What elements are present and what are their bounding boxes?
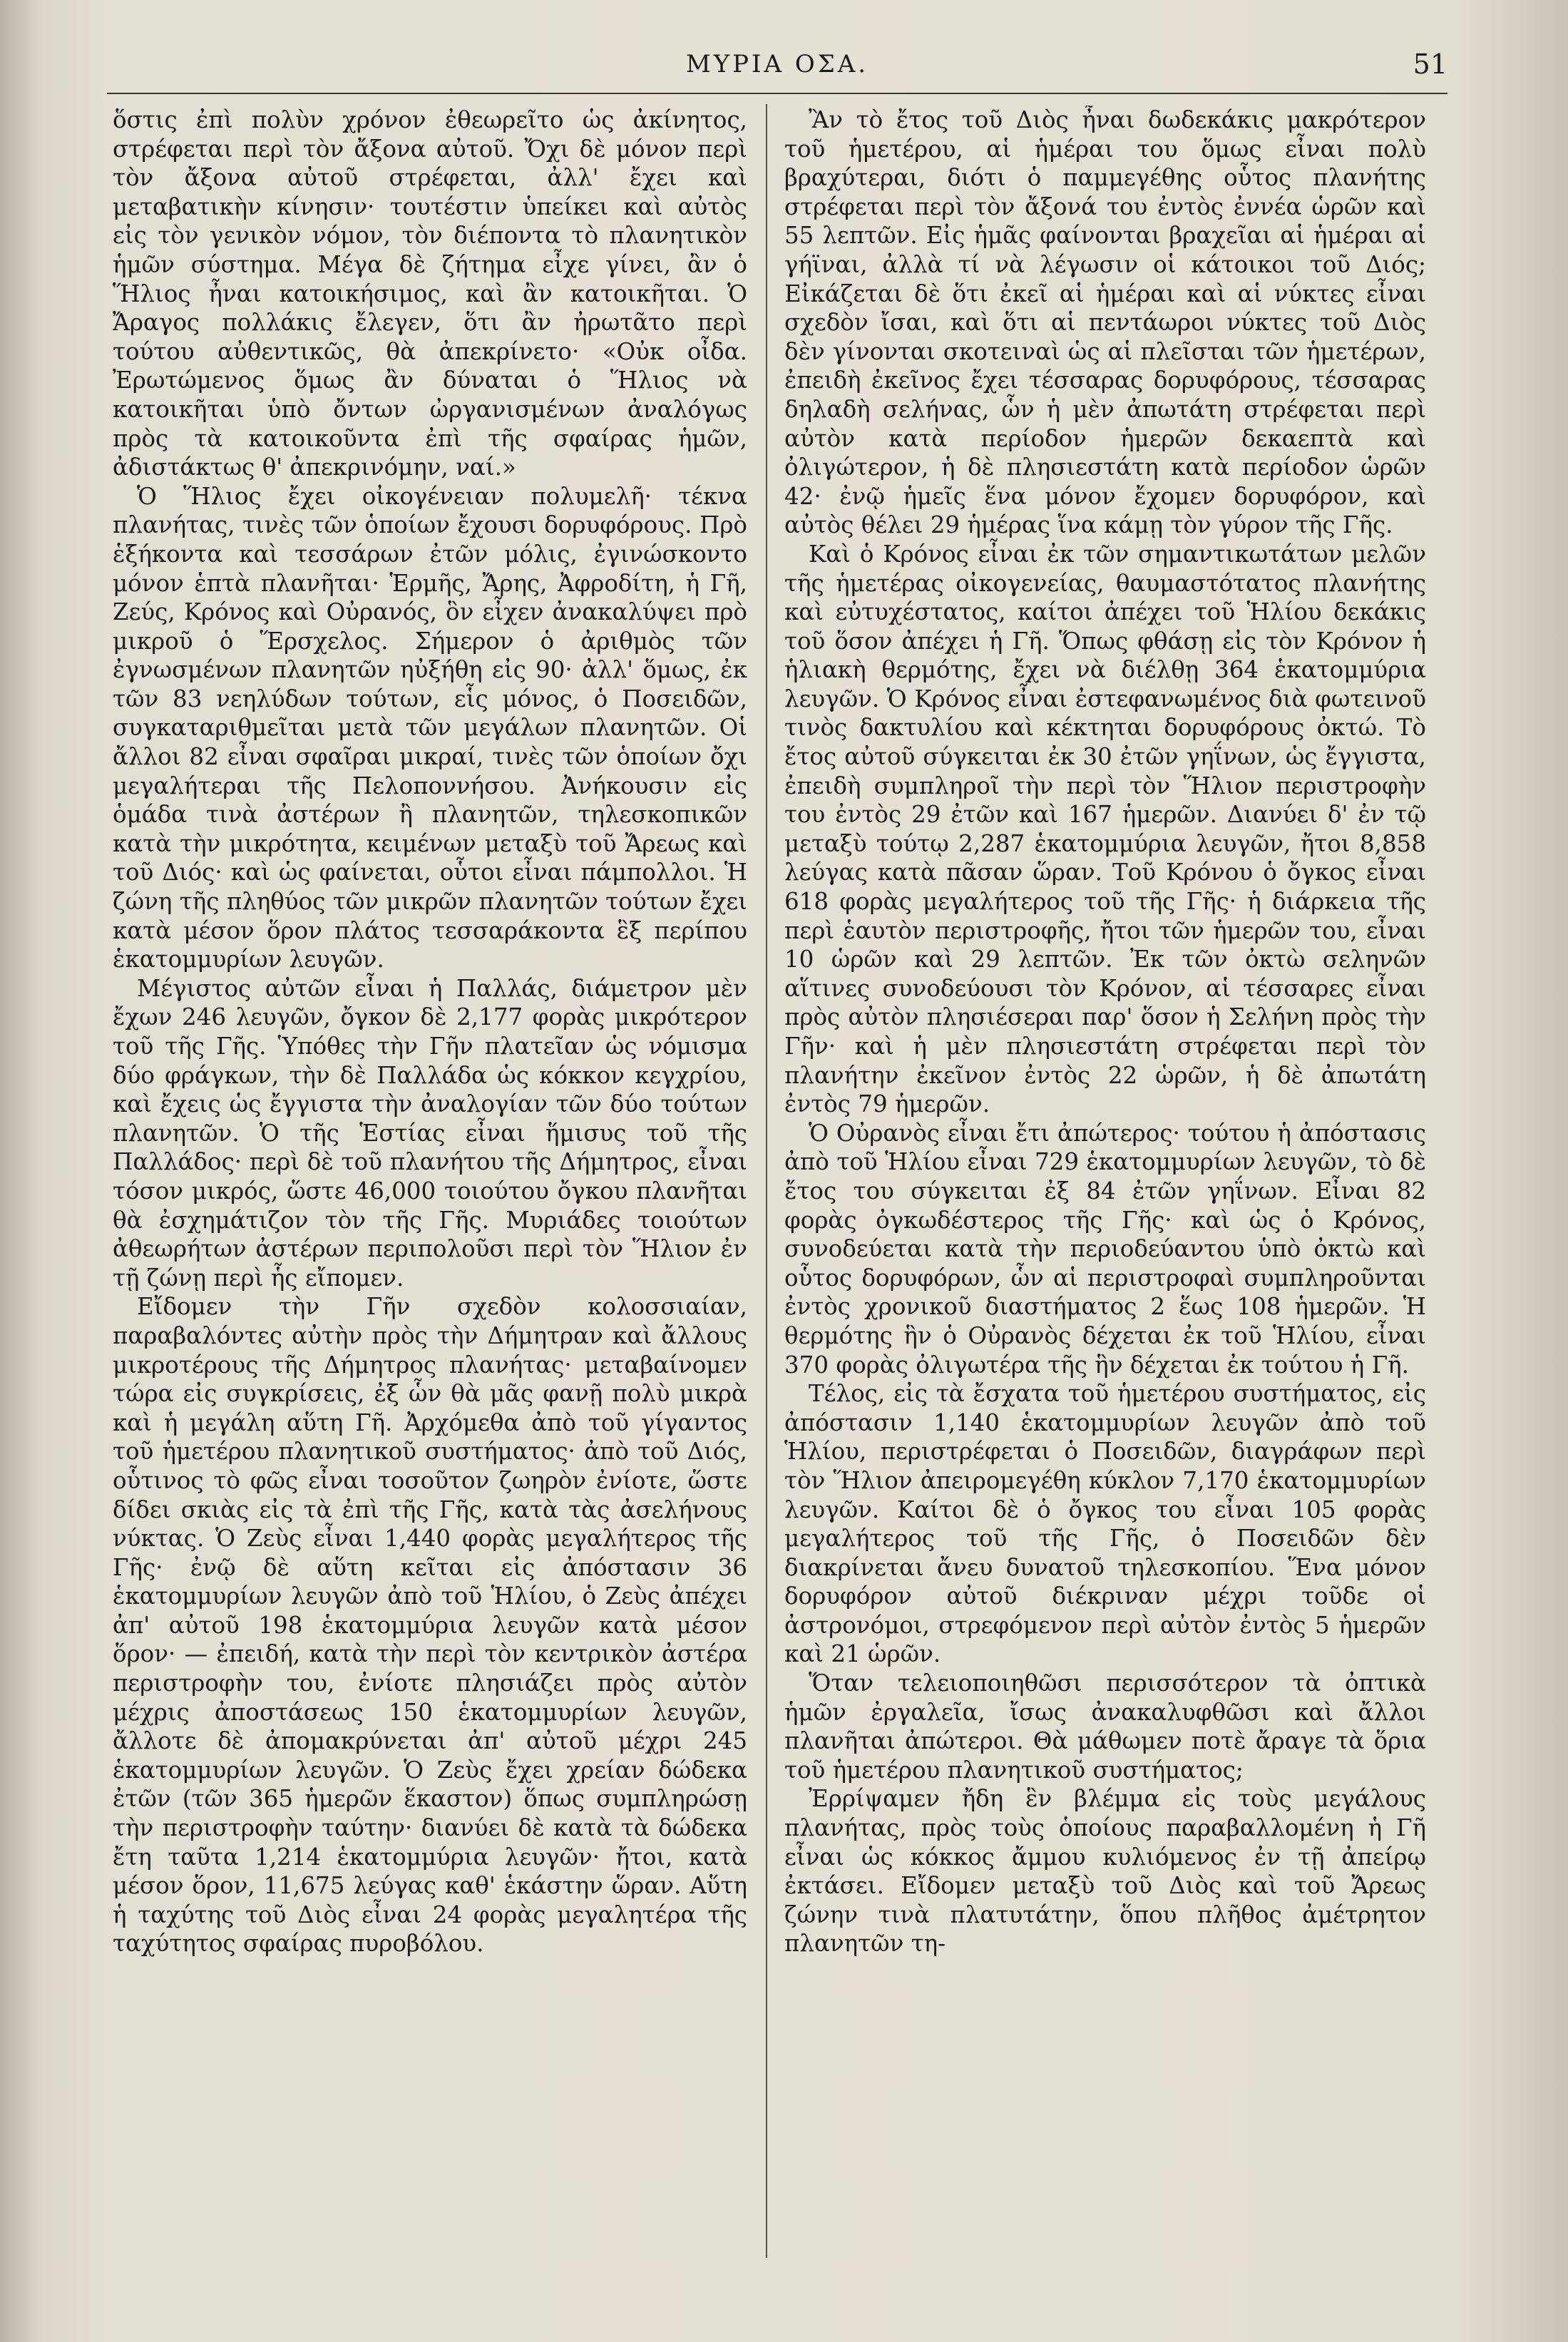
paragraph: Εἴδομεν τὴν Γῆν σχεδὸν κολοσσιαίαν, παραβαλόντες αὐτὴν πρὸς τὴν Δήμητραν καὶ ἄλλους μικροτέρους τῆς Δήμητρος πλανήτας· μεταβαίνομεν τώρα εἰς συγκρίσεις, ἐξ ὧν θὰ μᾶς φανῇ πολὺ μικρὰ καὶ ἡ μεγάλη αὕτη Γῆ. Ἀρχόμεθα ἀπὸ τοῦ γίγαντος τοῦ ἡμετέρου πλανητικοῦ συστήματος· ἀπὸ τοῦ Διός, οὗτινος τὸ φῶς εἶναι τοσοῦτον ζωηρὸν ἐνίοτε, ὥστε δίδει σκιὰς εἰς τὰ ἐπὶ τῆς Γῆς, κατὰ τὰς ἀσελήνους νύκτας. Ὁ Ζεὺς εἶναι 1,440 φορὰς μεγαλήτερος τῆς Γῆς· ἐνῷ δὲ αὕτη κεῖται εἰς ἀπόστασιν 36 ἑκατομμυρίων λευγῶν ἀπὸ τοῦ Ἡλίου, ὁ Ζεὺς ἀπέχει ἀπ' αὐτοῦ 198 ἑκατομμύρια λευγῶν κατὰ μέσον ὅρον· — ἐπειδή, κατὰ τὴν περὶ τὸν κεντρικὸν ἀστέρα περιστροφὴν του, ἐνίοτε πλησιάζει πρὸς αὐτὸν μέχρις ἀποστάσεως 150 ἑκατομμυρίων λευγῶν, ἄλλοτε δὲ ἀπομακρύνεται ἀπ' αὐτοῦ μέχρι 245 ἑκατομμυρίων λευγῶν. Ὁ Ζεὺς ἔχει χρείαν δώδεκα ἐτῶν (τῶν 365 ἡμερῶν ἕκαστον) ὅπως συμπληρώσῃ τὴν περιστροφὴν ταύτην· διανύει δὲ κατὰ τὰ δώδεκα ἔτη ταῦτα 1,214 ἑκατομμύρια λευγῶν· ἤτοι, κατὰ μέσον ὅρον, 11,675 λεύγας καθ' ἑκάστην ὥραν. Αὕτη ἡ ταχύτης τοῦ Διὸς εἶναι 24 φορὰς μεγαλητέρα τῆς ταχύτητος σφαίρας πυροβόλου. — [113, 1293, 747, 1958]
left-column — [113, 106, 747, 2323]
paragraph: Ὅταν τελειοποιηθῶσι περισσότερον τὰ ὀπτικὰ ἡμῶν ἐργαλεῖα, ἴσως ἀνακαλυφθῶσι καὶ ἄλλοι πλανῆται ἀπώτεροι. Θὰ μάθωμεν ποτὲ ἄραγε τὰ ὅρια τοῦ ἡμετέρου πλανητικοῦ συστήματος; — [784, 1669, 1426, 1784]
paragraph: Ἐρρίψαμεν ἤδη ἓν βλέμμα εἰς τοὺς μεγάλους πλανήτας, πρὸς τοὺς ὁποίους παραβαλλομένη ἡ Γῆ εἶναι ὡς κόκκος ἄμμου κυλιόμενος ἐν τῇ ἀπείρῳ ἐκτάσει. Εἴδομεν μεταξὺ τοῦ Διὸς καὶ τοῦ Ἄρεως ζώνην τινὰ πλατυτάτην, ὅπου πλῆθος ἀμέτρητον πλανητῶν τη- — [784, 1785, 1426, 1958]
running-title: ΜΥΡΙΑ ΟΣΑ. — [685, 50, 869, 78]
right-column — [784, 106, 1426, 2323]
paragraph: Ὁ Ἥλιος ἔχει οἰκογένειαν πολυμελῆ· τέκνα πλανήτας, τινὲς τῶν ὁποίων ἔχουσι δορυφόρους. Πρὸ ἑξήκοντα καὶ τεσσάρων ἐτῶν μόλις, ἐγινώσκοντο μόνον ἑπτὰ πλανῆται· Ἑρμῆς, Ἄρης, Ἀφροδίτη, ἡ Γῆ, Ζεύς, Κρόνος καὶ Οὐρανός, ὃν εἶχεν ἀνακαλύψει πρὸ μικροῦ ὁ Ἕρσχελος. Σήμερον ὁ ἀριθμὸς τῶν ἐγνωσμένων πλανητῶν ηὐξήθη εἰς 90· ἀλλ' ὅμως, ἐκ τῶν 83 νεηλύδων τούτων, εἷς μόνος, ὁ Ποσειδῶν, συγκαταριθμεῖται μετὰ τῶν μεγάλων πλανητῶν. Οἱ ἄλλοι 82 εἶναι σφαῖραι μικραί, τινὲς τῶν ὁποίων ὄχι μεγαλήτεραι τῆς Πελοποννήσου. Ἀνήκουσιν εἰς ὁμάδα τινὰ ἀστέρων ἢ πλανητῶν, τηλεσκοπικῶν κατὰ τὴν μικρότητα, κειμένων μεταξὺ τοῦ Ἄρεως καὶ τοῦ Διός· καὶ ὡς φαίνεται, οὗτοι εἶναι πάμπολλοι. Ἡ ζώνη τῆς πληθύος τῶν μικρῶν πλανητῶν τούτων ἔχει κατὰ μέσον ὅρον πλάτος τεσσαράκοντα ἓξ περίπου ἑκατομμυρίων λευγῶν. — [113, 482, 747, 973]
column-divider — [766, 104, 767, 2258]
paragraph: Ἂν τὸ ἔτος τοῦ Διὸς ἦναι δωδεκάκις μακρότερον τοῦ ἡμετέρου, αἱ ἡμέραι του ὅμως εἶναι πολὺ βραχύτεραι, διότι ὁ παμμεγέθης οὗτος πλανήτης στρέφεται περὶ τὸν ἄξονά του ἐντὸς ἐννέα ὡρῶν καὶ 55 λεπτῶν. Εἰς ἡμᾶς φαίνονται βραχεῖαι αἱ ἡμέραι αἱ γήϊναι, ἀλλὰ τί νὰ λέγωσιν οἱ κάτοικοι τοῦ Διός; Εἰκάζεται δὲ ὅτι ἐκεῖ αἱ ἡμέραι καὶ αἱ νύκτες εἶναι σχεδὸν ἴσαι, καὶ ὅτι αἱ πεντάωροι νύκτες τοῦ Διὸς δὲν γίνονται σκοτειναὶ ὡς αἱ πλεῖσται τῶν ἡμετέρων, ἐπειδὴ ἐκεῖνος ἔχει τέσσαρας δορυφόρους, τέσσαρας δηλαδὴ σελήνας, ὧν ἡ μὲν ἀπωτάτη στρέφεται περὶ αὐτὸν κατὰ περίοδον ἡμερῶν δεκαεπτὰ καὶ ὀλιγώτερον, ἡ δὲ πλησιεστάτη κατὰ περίοδον ὡρῶν 42· ἐνῷ ἡμεῖς ἕνα μόνον ἔχομεν δορυφόρον, καὶ αὐτὸς θέλει 29 ἡμέρας ἵνα κάμῃ τὸν γύρον τῆς Γῆς. — [784, 106, 1426, 539]
header-rule — [107, 93, 1447, 94]
paragraph: Μέγιστος αὐτῶν εἶναι ἡ Παλλάς, διάμετρον μὲν ἔχων 246 λευγῶν, ὄγκον δὲ 2,177 φορὰς μικρότερον τοῦ τῆς Γῆς. Ὑπόθες τὴν Γῆν πλατεῖαν ὡς νόμισμα δύο φράγκων, τὴν δὲ Παλλάδα ὡς κόκκον κεγχρίου, καὶ ἔχεις ὡς ἔγγιστα τὴν ἀναλογίαν τῶν δύο τούτων πλανητῶν. Ὁ τῆς Ἑστίας εἶναι ἥμισυς τοῦ τῆς Παλλάδος· περὶ δὲ τοῦ πλανήτου τῆς Δήμητρος, εἶναι τόσον μικρός, ὥστε 46,000 τοιούτου ὄγκου πλανῆται θὰ ἐσχημάτιζον τὸν τῆς Γῆς. Μυριάδες τοιούτων ἀθεωρήτων ἀστέρων περιπολοῦσι περὶ τὸν Ἥλιον ἐν τῇ ζώνῃ περὶ ἧς εἴπομεν. — [113, 974, 747, 1292]
page-header — [107, 44, 1447, 87]
paragraph: Καὶ ὁ Κρόνος εἶναι ἐκ τῶν σημαντικωτάτων μελῶν τῆς ἡμετέρας οἰκογενείας, θαυμαστότατος πλανήτης καὶ εὐτυχέστατος, καίτοι ἀπέχει τοῦ Ἡλίου δεκάκις τοῦ ὅσον ἀπέχει ἡ Γῆ. Ὅπως φθάσῃ εἰς τὸν Κρόνον ἡ ἡλιακὴ θερμότης, ἔχει νὰ διέλθῃ 364 ἑκατομμύρια λευγῶν. Ὁ Κρόνος εἶναι ἐστεφανωμένος διὰ φωτεινοῦ τινὸς δακτυλίου καὶ κέκτηται δορυφόρους ὀκτώ. Τὸ ἔτος αὐτοῦ σύγκειται ἐκ 30 ἐτῶν γηΐνων, ὡς ἔγγιστα, ἐπειδὴ συμπληροῖ τὴν περὶ τὸν Ἥλιον περιστροφὴν του ἐντὸς 29 ἐτῶν καὶ 167 ἡμερῶν. Διανύει δ' ἐν τῷ μεταξὺ τούτῳ 2,287 ἑκατομμύρια λευγῶν, ἤτοι 8,858 λεύγας κατὰ πᾶσαν ὥραν. Τοῦ Κρόνου ὁ ὄγκος εἶναι 618 φορὰς μεγαλήτερος τοῦ τῆς Γῆς· ἡ διάρκεια τῆς περὶ ἑαυτὸν περιστροφῆς, ἤτοι τῶν ἡμερῶν του, εἶναι 10 ὡρῶν καὶ 29 λεπτῶν. Ἐκ τῶν ὀκτὼ σεληνῶν αἵτινες συνοδεύουσι τὸν Κρόνον, αἱ τέσσαρες εἶναι πρὸς αὐτὸν πλησιέσεραι παρ' ὅσον ἡ Σελήνη πρὸς τὴν Γῆν· καὶ ἡ μὲν πλησιεστάτη στρέφεται περὶ τὸν πλανήτην ἐκεῖνον ἐντὸς 22 ὡρῶν, ἡ δὲ ἀπωτάτη ἐντὸς 79 ἡμερῶν. — [784, 540, 1426, 1118]
paragraph: Ὁ Οὐρανὸς εἶναι ἔτι ἀπώτερος· τούτου ἡ ἀπόστασις ἀπὸ τοῦ Ἡλίου εἶναι 729 ἑκατομμυρίων λευγῶν, τὸ δὲ ἔτος του σύγκειται ἐξ 84 ἐτῶν γηΐνων. Εἶναι 82 φορὰς ὀγκωδέστερος τῆς Γῆς· καὶ ὡς ὁ Κρόνος, συνοδεύεται κατὰ τὴν περιοδεύαντου ὑπὸ ὀκτὼ καὶ οὗτος δορυφόρων, ὧν αἱ περιστροφαὶ συμπληροῦνται ἐντὸς χρονικοῦ διαστήματος 2 ἕως 108 ἡμερῶν. Ἡ θερμότης ἣν ὁ Οὐρανὸς δέχεται ἐκ τοῦ Ἡλίου, εἶναι 370 φορὰς ὀλιγωτέρα τῆς ἣν δέχεται ἐκ τούτου ἡ Γῆ. — [784, 1119, 1426, 1379]
paragraph: ὅστις ἐπὶ πολὺν χρόνον ἐθεωρεῖτο ὡς ἀκίνητος, στρέφεται περὶ τὸν ἄξονα αὐτοῦ. Ὄχι δὲ μόνον περὶ τὸν ἄξονα αὐτοῦ στρέφεται, ἀλλ' ἔχει καὶ μεταβατικὴν κίνησιν· τουτέστιν ὑπείκει καὶ αὐτὸς εἰς τὸν γενικὸν νόμον, τὸν διέποντα τὸ πλανητικὸν ἡμῶν σύστημα. Μέγα δὲ ζήτημα εἶχε γίνει, ἂν ὁ Ἥλιος ἦναι κατοικήσιμος, καὶ ἂν κατοικῆται. Ὁ Ἄραγος πολλάκις ἔλεγεν, ὅτι ἂν ἠρωτᾶτο περὶ τούτου αὐθεντικῶς, θὰ ἀπεκρίνετο· «Οὐκ οἶδα. Ἐρωτώμενος ὅμως ἂν δύναται ὁ Ἥλιος νὰ κατοικῆται ὑπὸ ὄντων ὠργανισμένων ἀναλόγως πρὸς τὰ κατοικοῦντα ἐπὶ τῆς σφαίρας ἡμῶν, ἀδιστάκτως θ' ἀπεκρινόμην, ναί.» — [113, 106, 747, 481]
page-number: 51 — [1413, 48, 1447, 80]
paragraph: Τέλος, εἰς τὰ ἔσχατα τοῦ ἡμετέρου συστήματος, εἰς ἀπόστασιν 1,140 ἑκατομμυρίων λευγῶν ἀπὸ τοῦ Ἡλίου, περιστρέφεται ὁ Ποσειδῶν, διαγράφων περὶ τὸν Ἥλιον ἀπειρομεγέθη κύκλον 7,170 ἑκατομμυρίων λευγῶν. Καίτοι δὲ ὁ ὄγκος του εἶναι 105 φορὰς μεγαλήτερος τοῦ τῆς Γῆς, ὁ Ποσειδῶν δὲν διακρίνεται ἄνευ δυνατοῦ τηλεσκοπίου. Ἕνα μόνον δορυφόρον αὐτοῦ διέκριναν μέχρι τοῦδε οἱ ἀστρονόμοι, στρεφόμενον περὶ αὐτὸν ἐντὸς 5 ἡμερῶν καὶ 21 ὡρῶν. — [784, 1380, 1426, 1668]
